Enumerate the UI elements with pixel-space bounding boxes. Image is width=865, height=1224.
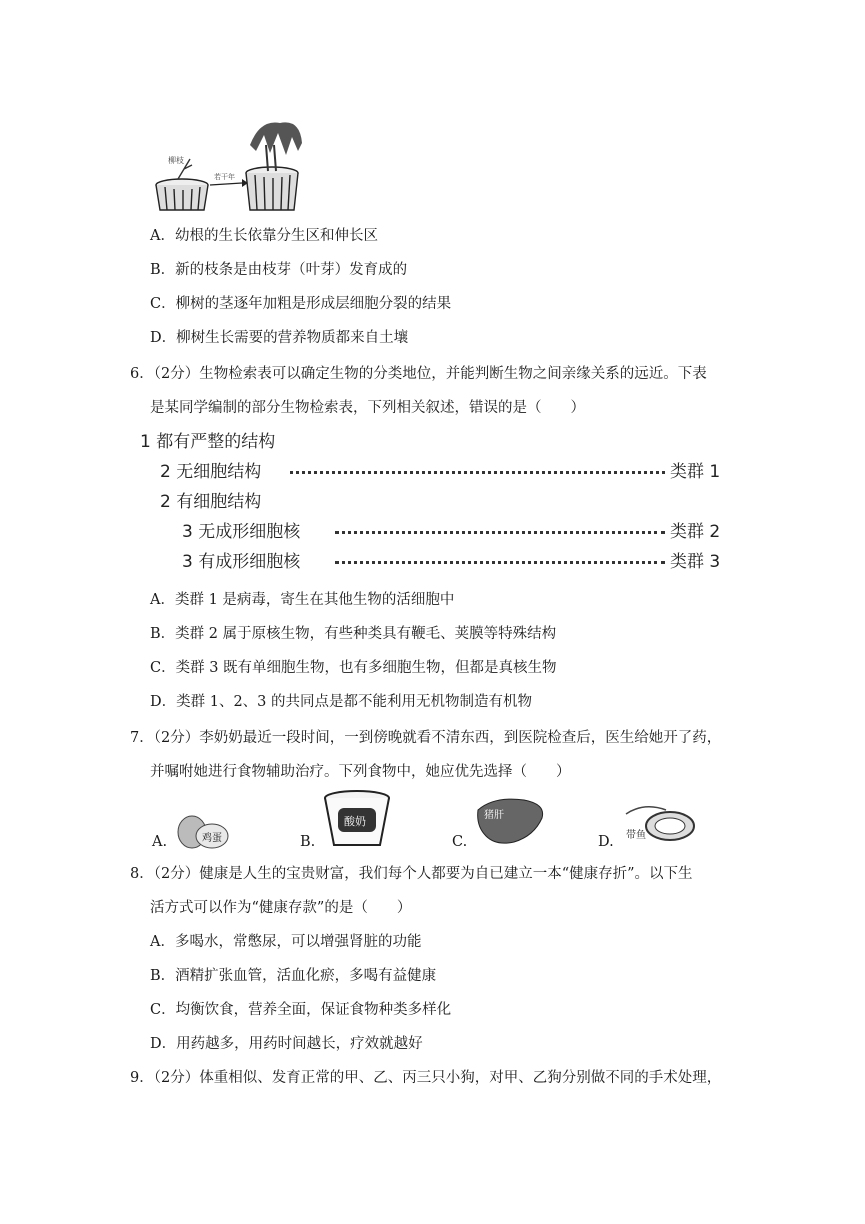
- q5-option-a: A．幼根的生长依靠分生区和伸长区: [150, 228, 378, 244]
- q9-stem-line1: 9．（2分）体重相似、发育正常的甲、乙、丙三只小狗，对甲、乙狗分别做不同的手术处理，: [130, 1070, 722, 1086]
- q6-option-b: B．类群 2 属于原核生物，有些种类具有鞭毛、荚膜等特殊结构: [150, 626, 557, 642]
- q7-choice-c-letter: C.: [452, 834, 468, 850]
- key-leader-2: [335, 531, 665, 534]
- q8-option-c: C．均衡饮食，营养全面，保证食物种类多样化: [150, 1002, 452, 1018]
- key-row-4: 3 无成形细胞核: [182, 522, 301, 542]
- key-row-5: 3 有成形细胞核: [182, 552, 301, 572]
- key-row-1: 1 都有严整的结构: [140, 432, 276, 452]
- key-row-3: 2 有细胞结构: [160, 492, 262, 512]
- q7-stem-line1: 7．（2分）李奶奶最近一段时间，一到傍晚就看不清东西，到医院检查后，医生给她开了药，: [130, 730, 722, 746]
- egg-image: [172, 806, 247, 855]
- q8-option-b: B．酒精扩张血管，活血化瘀，多喝有益健康: [150, 968, 437, 984]
- q7-stem-line2: 并嘱咐她进行食物辅助治疗。下列食物中，她应优先选择（ ）: [150, 764, 571, 780]
- yogurt-image: [322, 790, 392, 854]
- classification-key: [140, 425, 740, 585]
- key-group-1: 类群 1: [670, 462, 721, 482]
- key-leader-3: [335, 561, 665, 564]
- key-group-3: 类群 3: [670, 552, 721, 572]
- q6-option-c: C．类群 3 既有单细胞生物，也有多细胞生物，但都是真核生物: [150, 660, 557, 676]
- q6-option-d: D．类群 1、2、3 的共同点是都不能利用无机物制造有机物: [150, 694, 533, 710]
- hairtail-fish-image: [620, 800, 700, 850]
- q5-option-b: B．新的枝条是由枝芽（叶芽）发育成的: [150, 262, 408, 278]
- key-leader-1: [290, 471, 665, 474]
- q6-option-a: A．类群 1 是病毒，寄生在其他生物的活细胞中: [150, 592, 455, 608]
- q8-option-d: D．用药越多，用药时间越长，疗效就越好: [150, 1036, 423, 1052]
- q6-stem-line1: 6．（2分）生物检索表可以确定生物的分类地位，并能判断生物之间亲缘关系的远近。下表: [130, 366, 707, 382]
- willow-growth-figure: [150, 115, 310, 215]
- egg-label: 鸡蛋: [202, 833, 222, 844]
- q8-stem-line2: 活方式可以作为“健康存款”的是（ ）: [150, 900, 412, 916]
- pig-liver-image: [474, 796, 546, 850]
- q5-option-d: D．柳树生长需要的营养物质都来自土壤: [150, 330, 409, 346]
- q8-option-a: A．多喝水，常憋尿，可以增强肾脏的功能: [150, 934, 422, 950]
- liver-label: 猪肝: [484, 810, 504, 821]
- q5-option-c: C．柳树的茎逐年加粗是形成层细胞分裂的结果: [150, 296, 452, 312]
- figure-label-left: 柳枝: [168, 156, 184, 165]
- key-group-2: 类群 2: [670, 522, 721, 542]
- q6-stem-line2: 是某同学编制的部分生物检索表，下列相关叙述，错误的是（ ）: [150, 400, 585, 416]
- q7-choice-d-letter: D.: [598, 834, 614, 850]
- q7-choice-a-letter: A.: [152, 834, 168, 850]
- fish-label: 带鱼: [626, 830, 646, 841]
- figure-label-arrow: 若干年: [214, 173, 235, 181]
- yogurt-label: 酸奶: [344, 815, 366, 828]
- key-row-2: 2 无细胞结构: [160, 462, 262, 482]
- q7-choice-b-letter: B.: [300, 834, 316, 850]
- q8-stem-line1: 8．（2分）健康是人生的宝贵财富，我们每个人都要为自已建立一本“健康存折”。以下生: [130, 866, 693, 882]
